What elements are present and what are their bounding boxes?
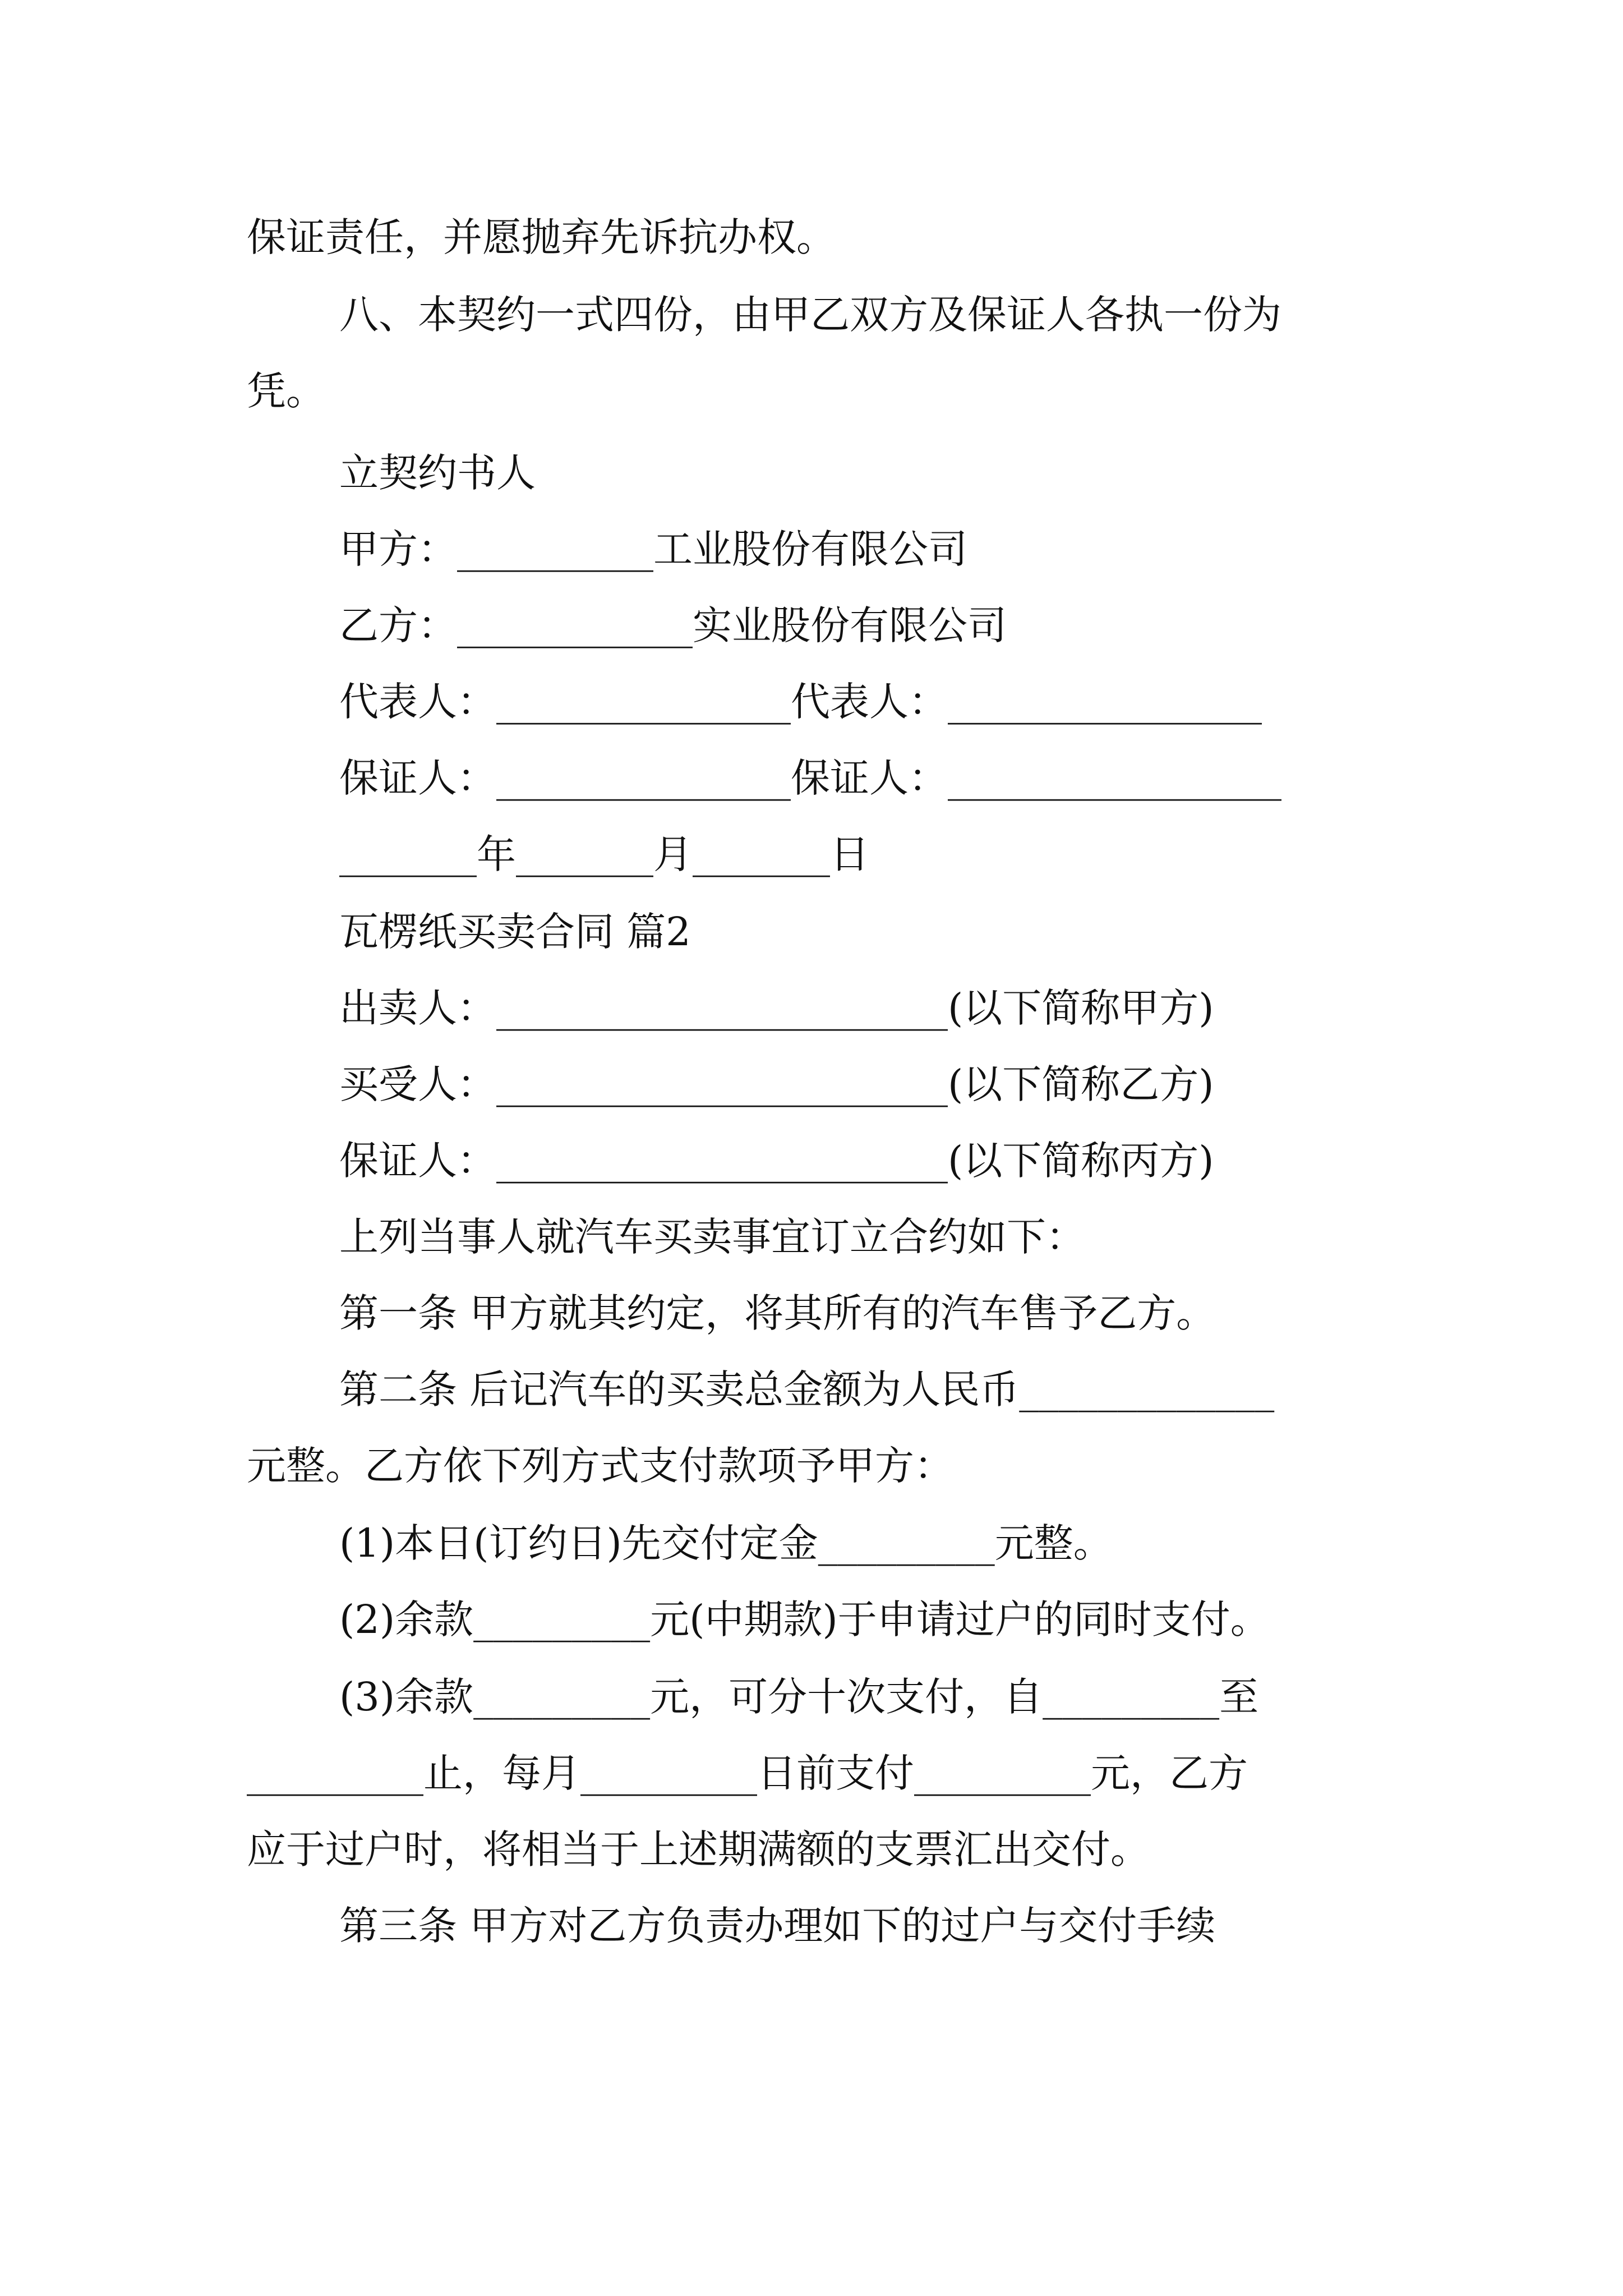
text-line-17: 元整。乙方依下列方式支付款项予甲方： xyxy=(247,1443,953,1489)
text-line-18: (1)本日(订约日)先交付定金_________元整。 xyxy=(339,1520,1113,1566)
text-line-22: 应于过户时，将相当于上述期满额的支票汇出交付。 xyxy=(247,1826,1150,1872)
text-line-2: 八、本契约一式四份，由甲乙双方及保证人各执一份为 xyxy=(339,292,1281,338)
text-line-6: 乙方：____________实业股份有限公司 xyxy=(339,602,1007,648)
text-line-14: 上列当事人就汽车买卖事宜订立合约如下： xyxy=(339,1214,1085,1260)
text-line-16: 第二条 后记汽车的买卖总金额为人民币_____________ xyxy=(339,1366,1275,1412)
text-line-20: (3)余款_________元，可分十次支付，自_________至 xyxy=(339,1674,1259,1720)
text-line-5: 甲方：__________工业股份有限公司 xyxy=(339,526,967,572)
text-line-21: _________止，每月_________日前支付_________元，乙方 xyxy=(247,1750,1248,1796)
text-line-19: (2)余款_________元(中期款)于申请过户的同时支付。 xyxy=(339,1596,1270,1642)
text-line-15: 第一条 甲方就其约定，将其所有的汽车售予乙方。 xyxy=(339,1290,1216,1336)
text-line-11: 出卖人：_______________________(以下简称甲方) xyxy=(339,985,1214,1031)
text-line-13: 保证人：_______________________(以下简称丙方) xyxy=(339,1138,1214,1184)
text-line-12: 买受人：_______________________(以下简称乙方) xyxy=(339,1061,1214,1107)
text-line-4: 立契约书人 xyxy=(339,450,536,496)
text-line-9: _______年_______月_______日 xyxy=(339,831,869,877)
text-line-23: 第三条 甲方对乙方负责办理如下的过户与交付手续 xyxy=(339,1903,1216,1949)
text-line-1: 保证责任，并愿抛弃先诉抗办权。 xyxy=(247,214,836,260)
section-title: 瓦楞纸买卖合同 篇2 xyxy=(339,909,691,955)
text-line-3: 凭。 xyxy=(247,368,325,414)
text-line-7: 代表人：_______________代表人：________________ xyxy=(339,679,1262,725)
text-line-8: 保证人：_______________保证人：_________________ xyxy=(339,755,1281,801)
